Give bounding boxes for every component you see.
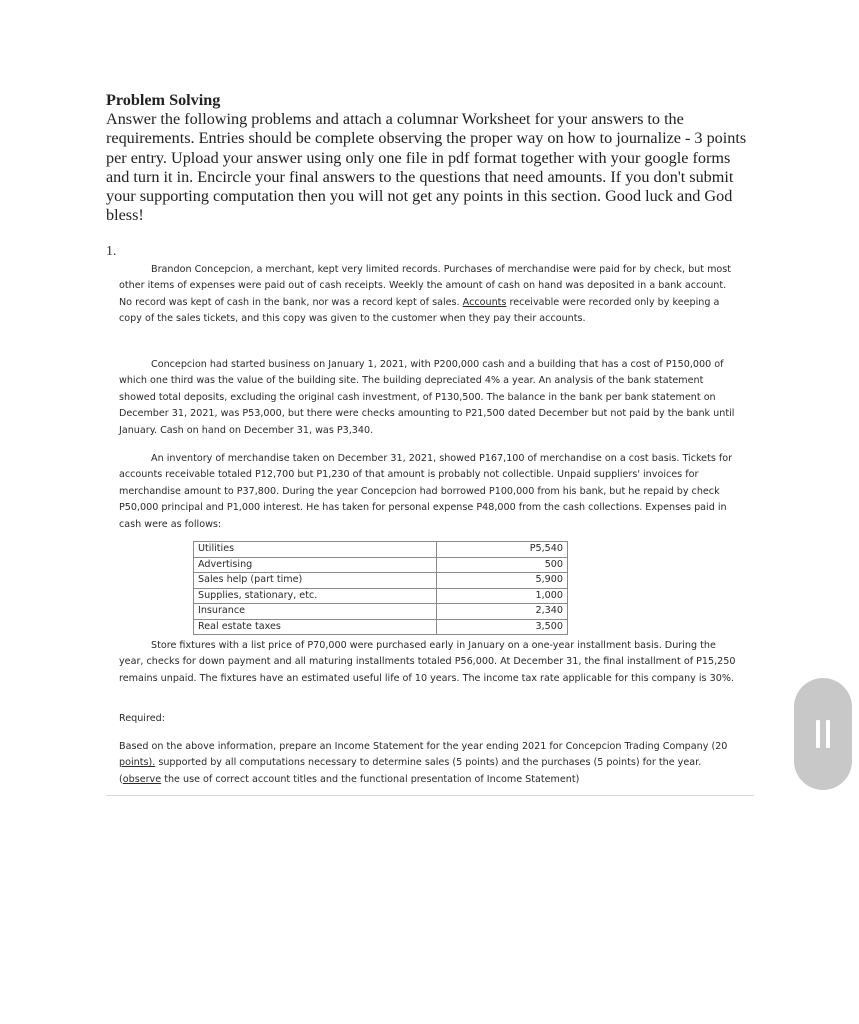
- paragraph-business-text: Concepcion had started business on January 1, 2021, with P200,000 cash and a building that has a cost of P150,000 of which one third was the value of the building site. The building depreciated 4% a year. An analysis of the bank statement showed total deposits, excluding the original cash investment, of P130,500. The balance in the bank per bank statement on December 31, 2021, was P53,000, but there were checks amounting to P21,500 dated December but not paid by the bank until January. Cash on hand on December 31, was P3,340.: [119, 359, 735, 436]
- required-label: Required:: [119, 713, 165, 724]
- points-underlined: points).: [119, 757, 156, 769]
- pause-button[interactable]: [794, 678, 852, 790]
- page-divider: [106, 795, 754, 796]
- paragraph-inventory-text: An inventory of merchandise taken on December 31, 2021, showed P167,100 of merchandise on a cost basis. Tickets for accounts receivable totaled P12,700 but P1,230 of that amount is probably not collectible. Unpaid suppliers' invoices for merchandise amount to P37,800. During the year Concepcion had borrowed P100,000 from his bank, but he repaid by check P50,000 principal and P1,000 interest. He has taken for personal expense P48,000 from the cash collections. Expenses paid in cash were as follows:: [119, 453, 733, 530]
- section-title: Problem Solving: [106, 91, 221, 109]
- paragraph-fixtures-text: Store fixtures with a list price of P70,000 were purchased early in January on a one-year installment basis. During the year, checks for down payment and all maturing installments totaled P56,000. At December 31, the final installment of P15,250 remains unpaid. The fixtures have an estimated useful life of 10 years. The income tax rate applicable for this company is 30%.: [119, 640, 736, 684]
- expense-amount: 5,900: [437, 573, 568, 589]
- expense-label: Supplies, stationary, etc.: [194, 588, 437, 604]
- expense-label: Utilities: [194, 542, 437, 558]
- expense-label: Insurance: [194, 604, 437, 620]
- table-row: [194, 588, 568, 604]
- table-row: [194, 542, 568, 558]
- instructions-block: [106, 91, 756, 225]
- expense-label: Sales help (part time): [194, 573, 437, 589]
- pause-icon: [816, 720, 820, 748]
- expense-label: Real estate taxes: [194, 619, 437, 635]
- required-instructions: [119, 739, 741, 788]
- expense-amount: 3,500: [437, 619, 568, 635]
- instructions-text: Answer the following problems and attach a columnar Worksheet for your answers to the requirements. Entries should be complete observing the proper way on how to journalize - 3 points per entry. Upload your answer using only one file in pdf format together with your google forms and turn it in. Encircle your final answers to the questions that need amounts. If you don't submit your supporting computation then you will not get any points in this section. Good luck and God bless!: [106, 110, 747, 225]
- paragraph-fixtures: [119, 638, 741, 687]
- table-row: [194, 573, 568, 589]
- paragraph-records: [119, 262, 741, 328]
- required-text-middle: supported by all computations necessary to determine sales (5 points) and the purchases (5 points) for the year. (: [119, 757, 702, 785]
- expense-label: Advertising: [194, 557, 437, 573]
- paragraph-records-start: Brandon Concepcion, a merchant, kept very limited records. Purchases of merchandise were paid for by check, but most other items of expenses were paid out of cash receipts. Weekly the amount of cash on hand was deposited in a bank account. No record was kept of cash in the bank, nor was a record kept of sales.: [119, 264, 732, 308]
- table-row: [194, 557, 568, 573]
- table-row: [194, 604, 568, 620]
- paragraph-business-start: [119, 357, 741, 439]
- required-text-end: the use of correct account titles and the functional presentation of Income Statement): [164, 773, 580, 785]
- accounts-underlined: Accounts: [462, 296, 507, 308]
- table-row: [194, 619, 568, 635]
- expenses-table: [193, 541, 568, 635]
- expense-amount: P5,540: [437, 542, 568, 558]
- expense-amount: 2,340: [437, 604, 568, 620]
- expense-amount: 1,000: [437, 588, 568, 604]
- observe-underlined: observe: [122, 773, 162, 785]
- required-text-start: Based on the above information, prepare an Income Statement for the year ending 2021 for Concepcion Trading Company (20: [119, 741, 728, 752]
- problem-number: 1.: [106, 244, 117, 259]
- pause-icon: [826, 720, 830, 748]
- paragraph-records-end: receivable were recorded only by keeping a copy of the sales tickets, and this copy was given to the customer when they pay their accounts.: [119, 296, 720, 325]
- paragraph-inventory: [119, 451, 741, 533]
- expense-amount: 500: [437, 557, 568, 573]
